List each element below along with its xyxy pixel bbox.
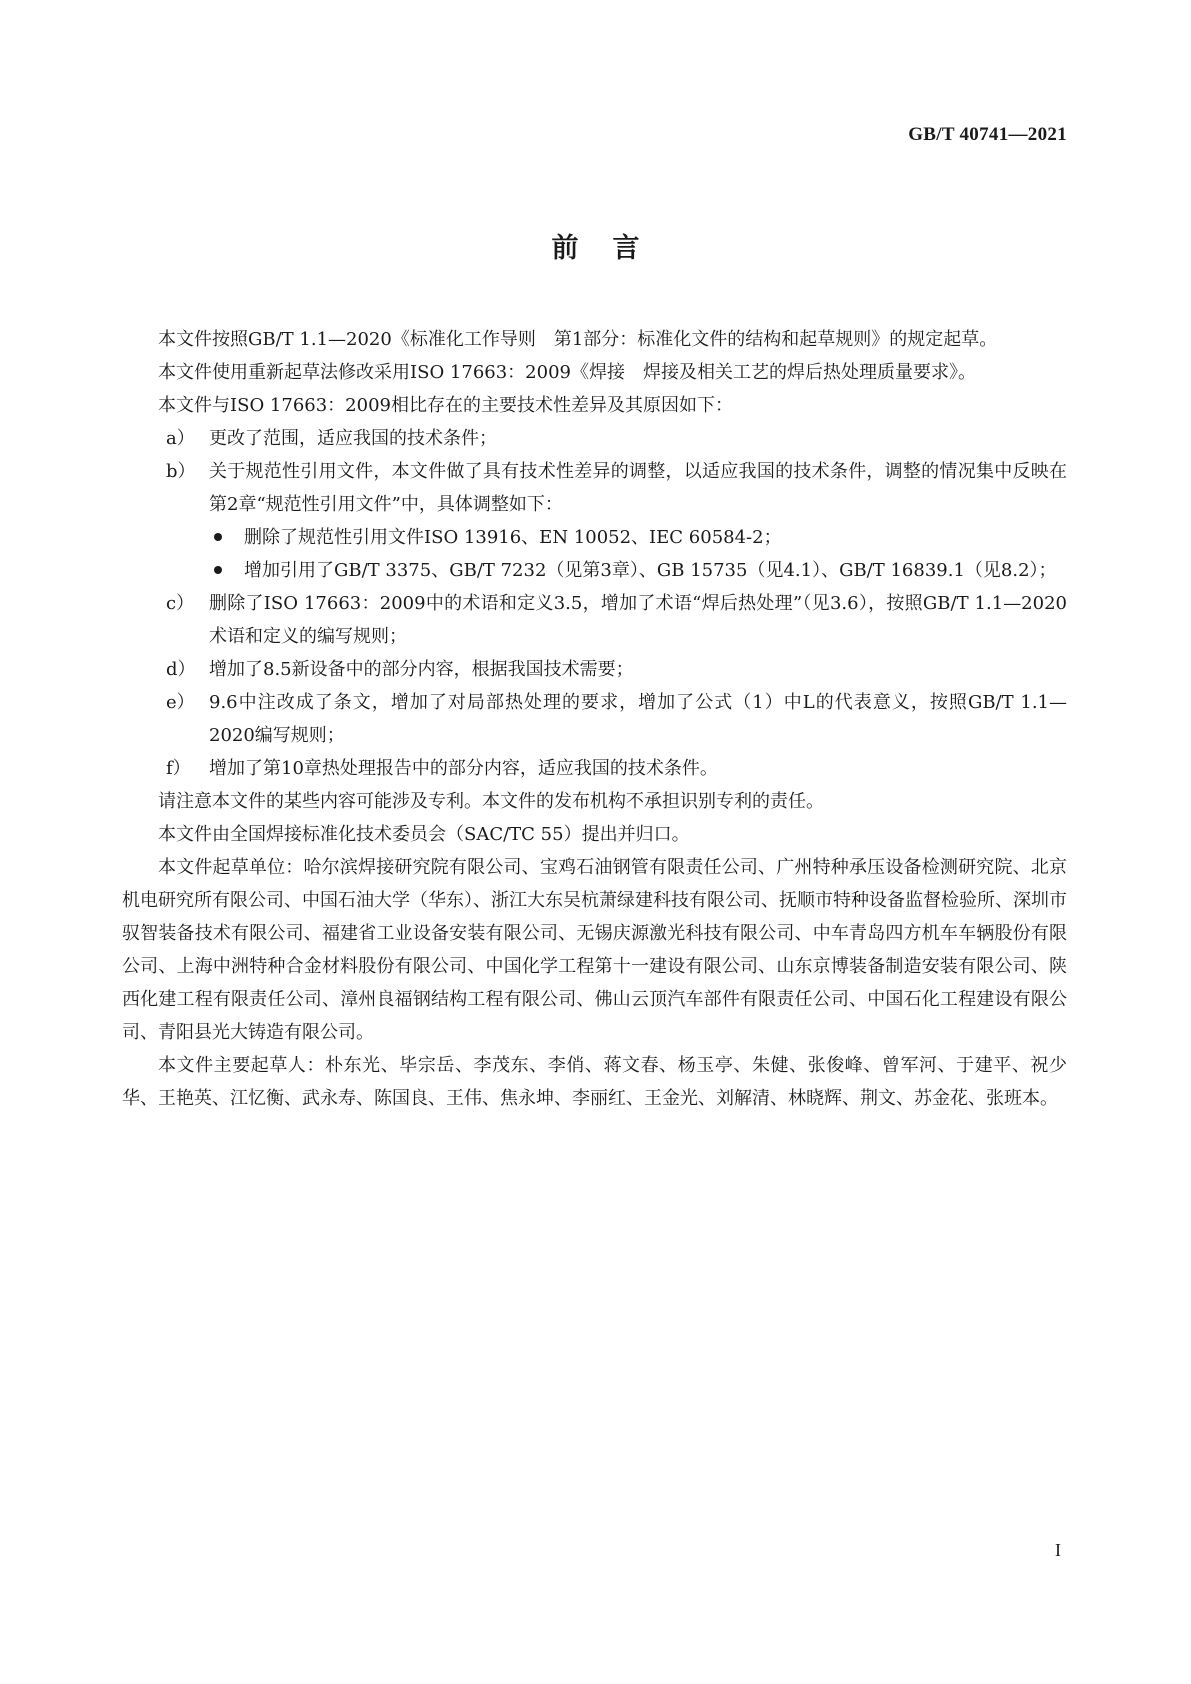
paragraph-proposer: 本文件由全国焊接标准化技术委员会（SAC/TC 55）提出并归口。 [158, 824, 690, 845]
page-number: I [1055, 1540, 1061, 1560]
list-marker: a） [166, 428, 195, 449]
list-text: 删除了ISO 17663：2009中的术语和定义3.5，增加了术语“焊后热处理”（见3.6），按照GB/T 1.1—2020术语和定义的编写规则； [209, 593, 1067, 647]
list-marker: e） [166, 692, 195, 713]
list-text: 9.6中注改成了条文，增加了对局部热处理的要求，增加了公式（1）中L的代表意义，按照GB/T 1.1—2020编写规则； [209, 692, 1067, 746]
bullet-dot-icon [214, 566, 222, 574]
paragraph-adoption: 本文件使用重新起草法修改采用ISO 17663：2009《焊接 焊接及相关工艺的焊后热处理质量要求》。 [158, 362, 976, 383]
paragraph-drafters: 本文件主要起草人：朴东光、毕宗岳、李茂东、李俏、蒋文春、杨玉亭、朱健、张俊峰、曾军河、于建平、祝少华、王艳英、江忆衡、武永寿、陈国良、王伟、焦永坤、李丽红、王金光、刘解清、林晓辉、荆文、苏金花、张班本。 [122, 1055, 1067, 1109]
paragraph-drafting-rules: 本文件按照GB/T 1.1—2020《标准化工作导则 第1部分：标准化文件的结构和起草规则》的规定起草。 [158, 329, 998, 350]
list-item [122, 455, 1067, 521]
paragraph-patent-notice: 请注意本文件的某些内容可能涉及专利。本文件的发布机构不承担识别专利的责任。 [158, 791, 824, 812]
list-text: 关于规范性引用文件，本文件做了具有技术性差异的调整，以适应我国的技术条件，调整的情况集中反映在第2章“规范性引用文件”中，具体调整如下： [209, 461, 1067, 515]
list-item [122, 422, 1067, 455]
bullet-text: 删除了规范性引用文件ISO 13916、EN 10052、IEC 60584-2； [244, 527, 782, 548]
list-item [122, 587, 1067, 653]
list-item [122, 752, 1067, 785]
list-marker: d） [166, 659, 196, 680]
standard-code: GB/T 40741—2021 [908, 124, 1067, 145]
paragraph-differences-intro: 本文件与ISO 17663：2009相比存在的主要技术性差异及其原因如下： [158, 395, 733, 416]
bullet-text: 增加引用了GB/T 3375、GB/T 7232（见第3章）、GB 15735（见4.1）、GB/T 16839.1（见8.2）； [244, 560, 1057, 581]
list-marker: c） [166, 593, 195, 614]
bullet-item [122, 554, 1067, 587]
paragraph-drafting-units: 本文件起草单位：哈尔滨焊接研究院有限公司、宝鸡石油钢管有限责任公司、广州特种承压设备检测研究院、北京机电研究所有限公司、中国石油大学（华东）、浙江大东吴杭萧绿建科技有限公司、抚顺市特种设备监督检验所、深圳市驭智装备技术有限公司、福建省工业设备安装有限公司、无锡庆源激光科技有限公司、中车青岛四方机车车辆股份有限公司、上海中洲特种合金材料股份有限公司、中国化学工程第十一建设有限公司、山东京博装备制造安装有限公司、陕西化建工程有限责任公司、漳州良福钢结构工程有限公司、佛山云顶汽车部件有限责任公司、中国石化工程建设有限公司、青阳县光大铸造有限公司。 [122, 857, 1067, 1043]
list-text: 增加了8.5新设备中的部分内容，根据我国技术需要； [209, 659, 634, 680]
list-marker: b） [166, 461, 196, 482]
list-marker: f） [166, 758, 191, 779]
list-item [122, 653, 1067, 686]
list-item [122, 686, 1067, 752]
bullet-item [122, 521, 1067, 554]
bullet-dot-icon [214, 533, 222, 541]
page-title: 前言 [551, 233, 674, 264]
foreword-body [122, 323, 1067, 1115]
list-text: 更改了范围，适应我国的技术条件； [209, 428, 497, 449]
list-text: 增加了第10章热处理报告中的部分内容，适应我国的技术条件。 [209, 758, 718, 779]
